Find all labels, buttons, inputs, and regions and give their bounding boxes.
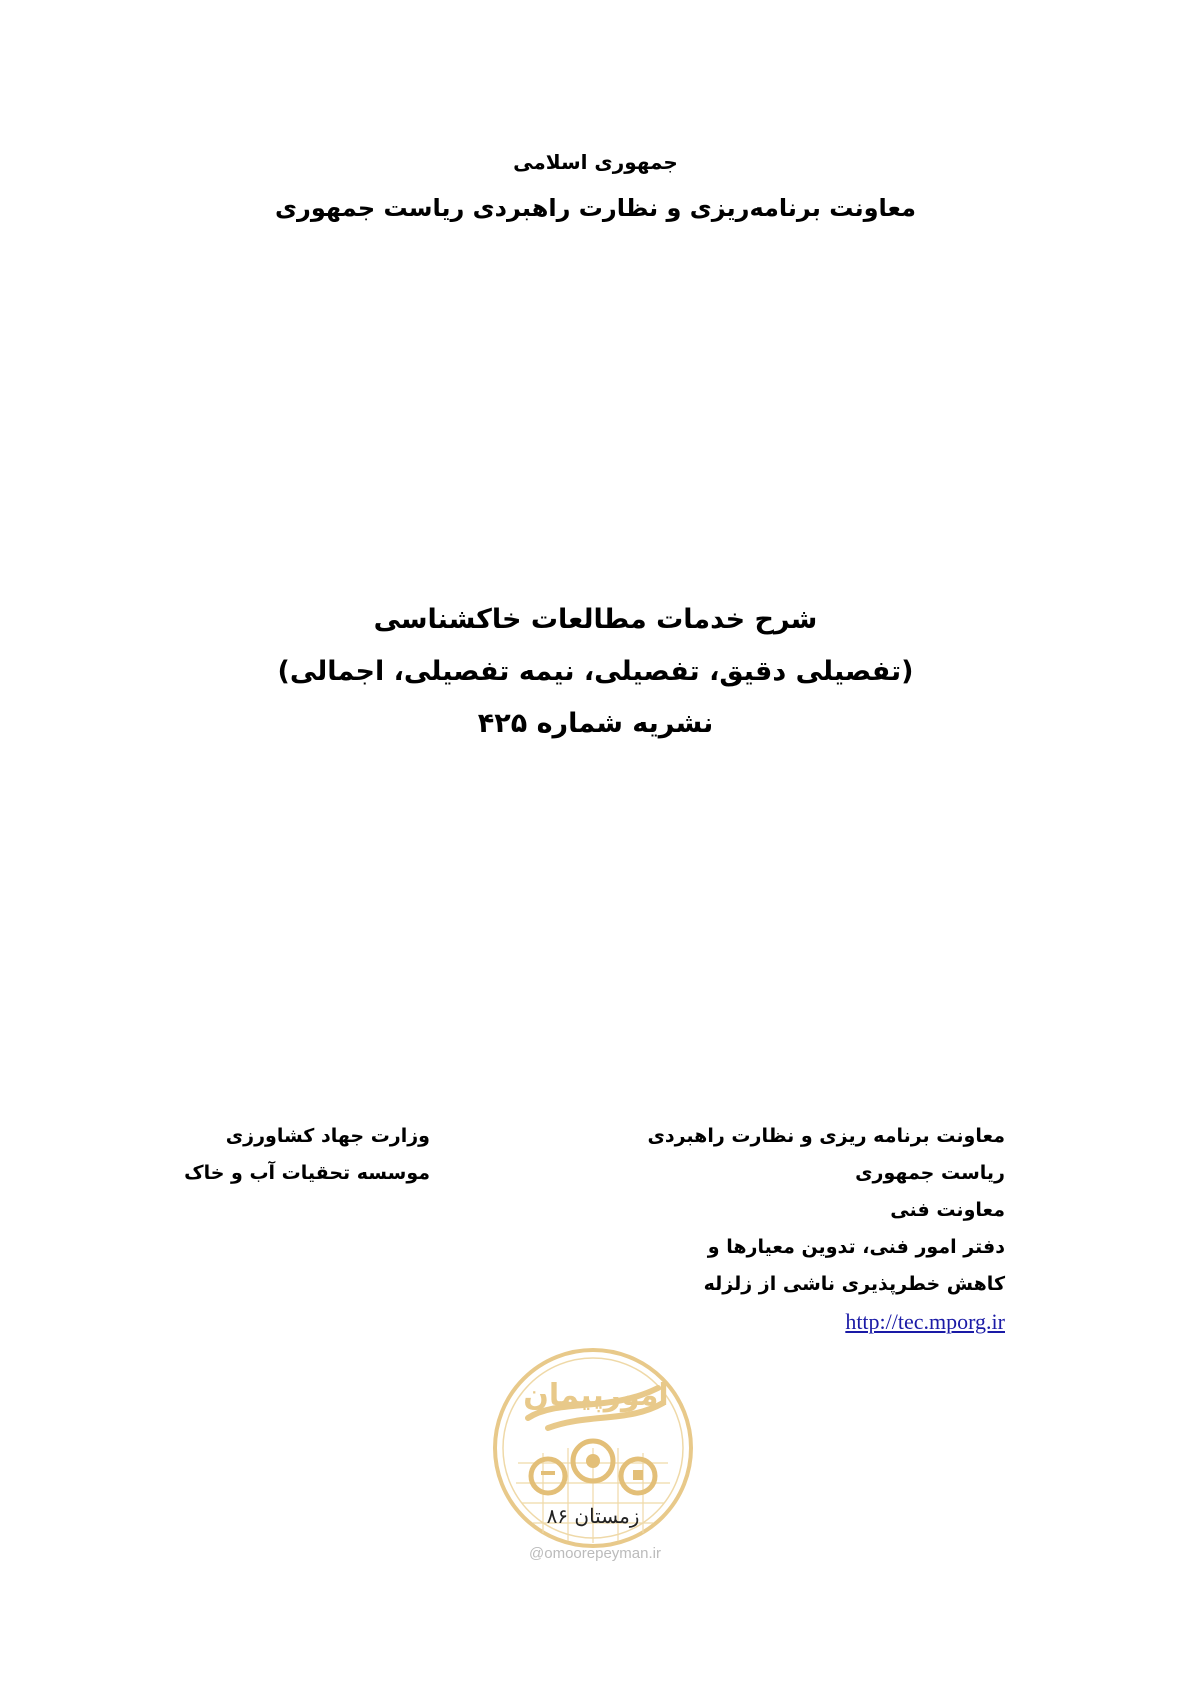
ministry-block <box>180 1118 430 1192</box>
publisher-block <box>535 1118 1005 1340</box>
document-subtitle: (تفصیلی دقیق، تفصیلی، نیمه تفصیلی، اجمالی) <box>277 656 914 687</box>
publisher-line: ریاست جمهوری <box>855 1162 1005 1184</box>
stamp-logo-icon <box>488 1343 698 1563</box>
publication-number: نشریه شماره ۴۲۵ <box>477 708 714 739</box>
website-link[interactable]: http://tec.mporg.ir <box>845 1309 1005 1334</box>
header-organization: معاونت برنامه‌ریزی و نظارت راهبردی ریاست جمهوری <box>275 194 916 222</box>
watermark-text: @omoorepeyman.ir <box>529 1545 661 1562</box>
ministry-line: موسسه تحقیات آب و خاک <box>184 1162 430 1184</box>
publisher-line: معاونت برنامه ریزی و نظارت راهبردی <box>647 1125 1005 1147</box>
document-title: شرح خدمات مطالعات خاکشناسی <box>373 604 818 635</box>
publisher-line: کاهش خطرپذیری ناشی از زلزله <box>703 1273 1005 1295</box>
stamp-date-text: زمستان ۸۶ <box>546 1504 640 1528</box>
ministry-line: وزارت جهاد کشاورزی <box>225 1125 430 1147</box>
publisher-line: معاونت فنی <box>890 1199 1005 1221</box>
stamp-logo-text: امورپیمان <box>523 1378 669 1413</box>
publisher-line: دفتر امور فنی، تدوین معیارها و <box>707 1236 1005 1258</box>
header-country: جمهوری اسلامی <box>513 150 678 174</box>
